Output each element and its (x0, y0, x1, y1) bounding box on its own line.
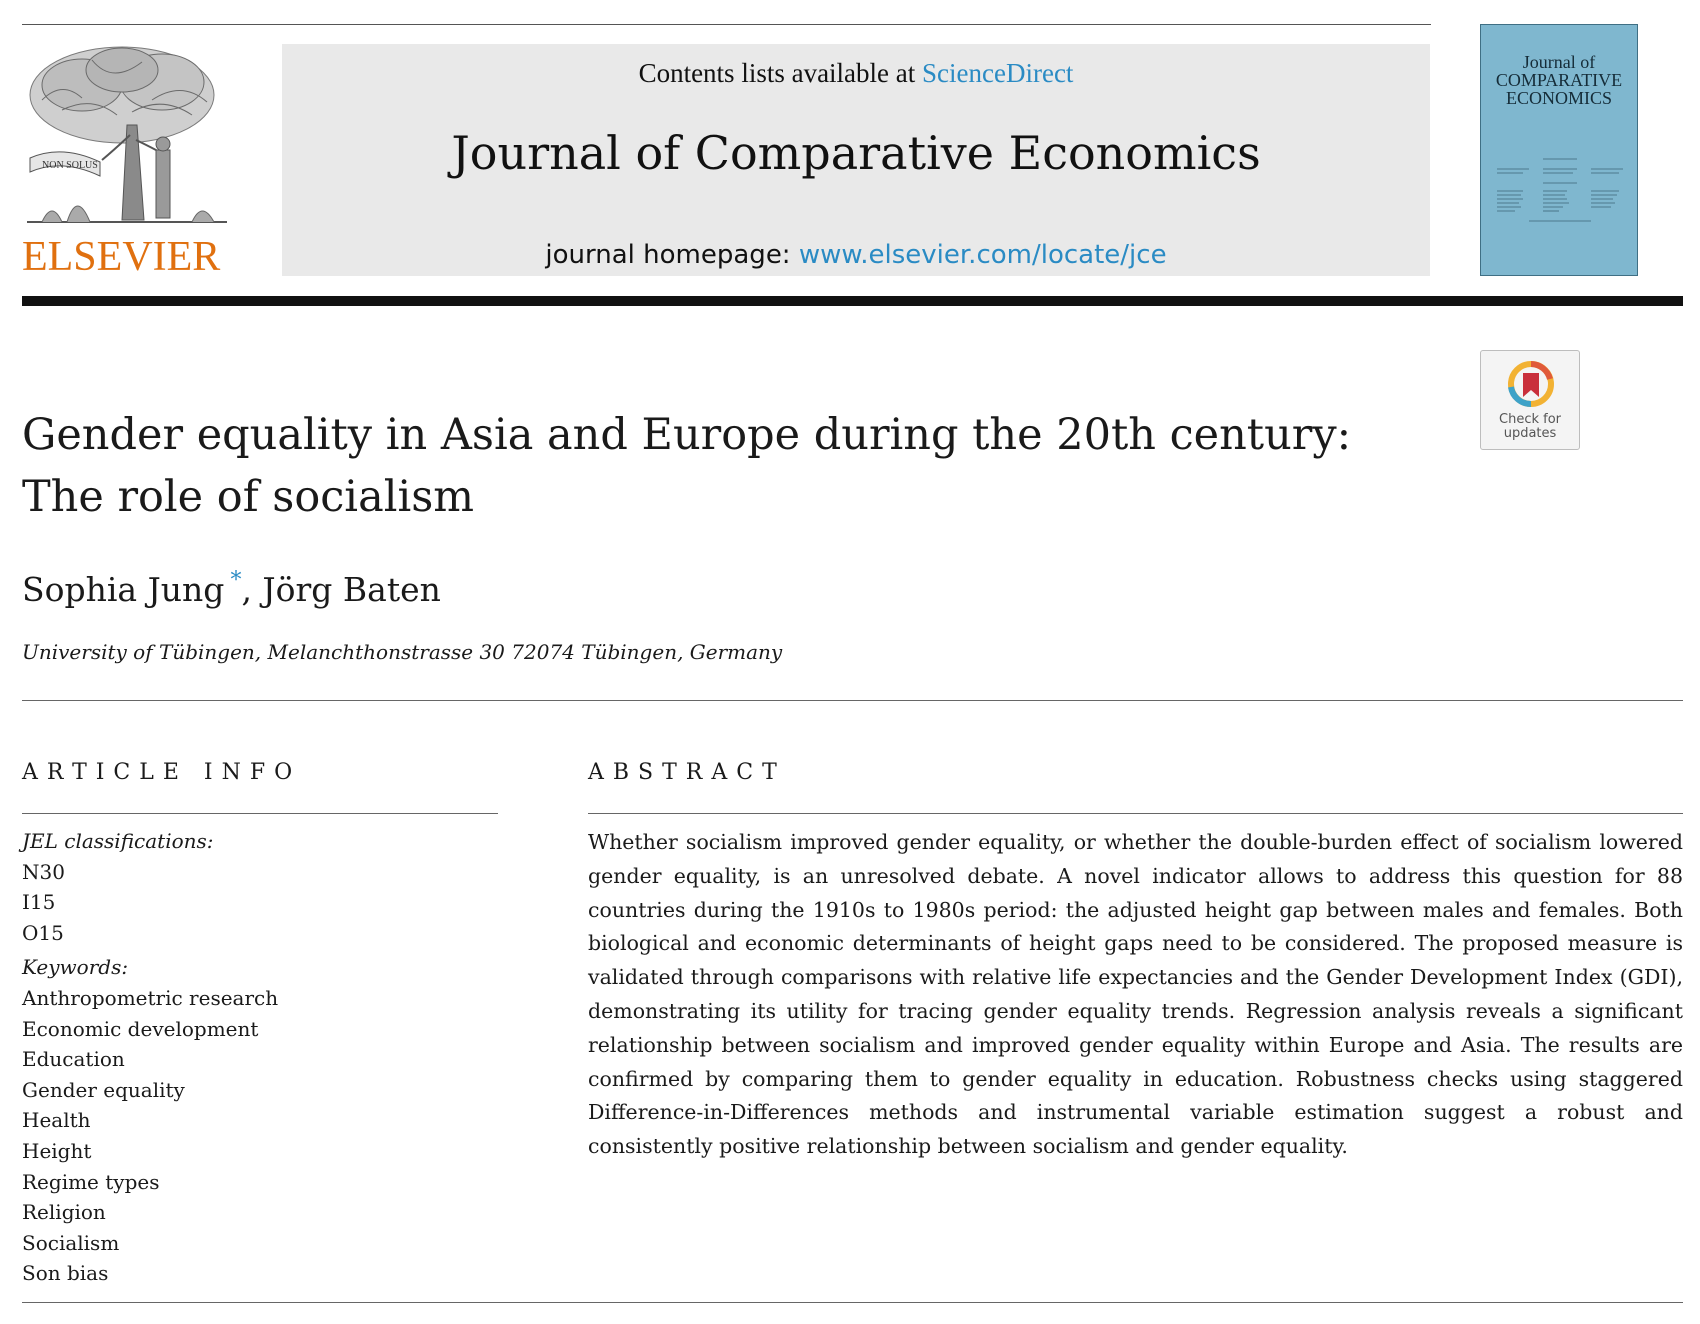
article-title: Gender equality in Asia and Europe during the 20th century: The role of socialism (22, 410, 1352, 522)
keyword: Height (22, 1138, 92, 1163)
jel-code: O15 (22, 920, 64, 945)
check-for-updates-badge[interactable] (1480, 350, 1580, 450)
keyword: Regime types (22, 1169, 160, 1194)
affiliation: University of Tübingen, Melanchthonstrasse 30 72074 Tübingen, Germany (22, 640, 783, 664)
header-thick-rule (22, 296, 1683, 306)
elsevier-wordmark[interactable]: ELSEVIER (22, 234, 221, 280)
author-name[interactable]: Jörg Baten (262, 570, 441, 609)
author-name[interactable]: Sophia Jung (22, 570, 225, 609)
keywords-label: Keywords: (22, 955, 129, 980)
abstract-heading: ABSTRACT (588, 760, 786, 785)
corresponding-author-mark[interactable]: * (230, 568, 242, 593)
keyword: Education (22, 1047, 125, 1072)
homepage-line (282, 240, 1430, 270)
author-separator: , (241, 570, 263, 609)
keyword: Gender equality (22, 1077, 185, 1102)
logo-motto-text: NON SOLUS (42, 160, 98, 171)
homepage-prefix: journal homepage: (545, 240, 799, 270)
homepage-link[interactable]: www.elsevier.com/locate/jce (798, 240, 1167, 270)
cover-title (1481, 53, 1637, 107)
bottom-rule (22, 1302, 1683, 1303)
check-updates-line1: Check for (1499, 412, 1561, 427)
cover-editor-list-graphic (1493, 155, 1627, 235)
keyword: Economic development (22, 1016, 259, 1041)
journal-cover-image[interactable] (1480, 24, 1638, 276)
check-updates-label (1481, 413, 1579, 441)
author-list (22, 568, 441, 609)
contents-line (282, 58, 1430, 89)
article-info-heading: ARTICLE INFO (22, 760, 302, 785)
keyword: Health (22, 1108, 91, 1133)
keyword: Religion (22, 1200, 106, 1225)
article-info-rule (22, 813, 498, 814)
contents-prefix: Contents lists available at (638, 58, 923, 88)
check-updates-icon (1506, 359, 1556, 409)
jel-code: N30 (22, 859, 65, 884)
cover-title-line3: ECONOMICS (1505, 88, 1612, 108)
keyword: Socialism (22, 1230, 120, 1255)
abstract-text: Whether socialism improved gender equality, or whether the double-burden effect of socialism lowered gender equality, is an unresolved debate. A novel indicator allows to address this question for 88 countries during the 1910s to 1980s period: the adjusted height gap between males and females. Both biological and economic determinants of height gaps need to be considered. The proposed measure is validated through comparisons with relative life expectancies and the Gender Development Index (GDI), demonstrating its utility for tracing gender equality trends. Regression analysis reveals a significant relationship between socialism and improved gender equality within Europe and Asia. The results are confirmed by comparing them to gender equality in education. Robustness checks using staggered Difference-in-Differences methods and instrumental variable estimation suggest a robust and consistently positive relationship between socialism and gender equality. (588, 830, 1683, 1159)
cover-title-line2: COMPARATIVE (1495, 70, 1623, 90)
article-info-panel (22, 826, 492, 1289)
sciencedirect-link[interactable]: ScienceDirect (922, 58, 1074, 88)
keyword: Anthropometric research (22, 985, 279, 1010)
cover-title-line1: Journal of (1522, 52, 1596, 72)
check-updates-line2: updates (1503, 426, 1557, 441)
header-top-rule (22, 24, 1431, 25)
journal-title: Journal of Comparative Economics (451, 126, 1261, 180)
jel-label: JEL classifications: (22, 829, 214, 853)
jel-code: I15 (22, 890, 56, 915)
abstract-rule (588, 813, 1683, 814)
section-divider (22, 700, 1683, 701)
journal-banner (282, 44, 1430, 276)
keyword: Son bias (22, 1261, 109, 1286)
